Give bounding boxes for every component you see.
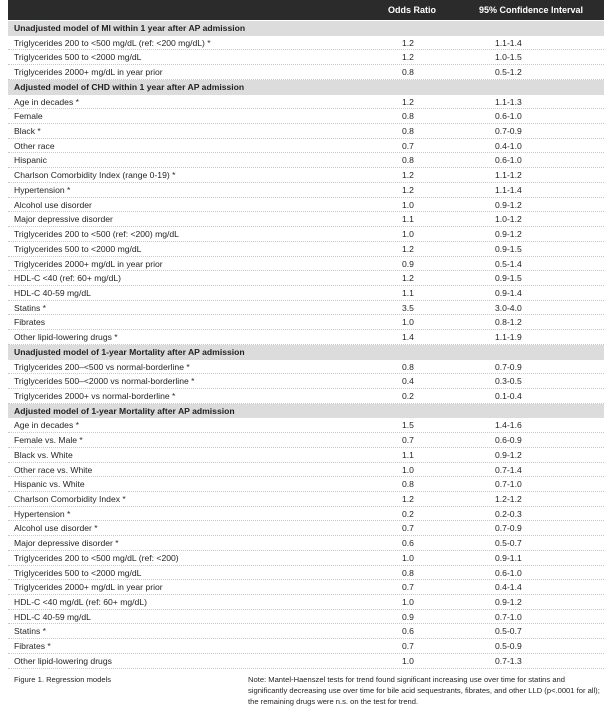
odds-ratio-cell: 0.7 (402, 641, 414, 652)
odds-ratio-cell: 0.7 (402, 582, 414, 593)
odds-ratio-cell: 1.5 (402, 420, 414, 431)
row-label: Triglycerides 200 to <500 mg/dL (ref: <200) (14, 552, 179, 563)
table-row (8, 433, 604, 448)
confidence-interval-cell: 0.9-1.1 (495, 552, 522, 563)
row-label: HDL-C 40-59 mg/dL (14, 287, 91, 298)
table-row (8, 50, 604, 65)
table-row (8, 95, 604, 110)
row-label: Black * (14, 126, 41, 137)
odds-ratio-cell: 1.4 (402, 332, 414, 343)
footnote: Note: Mantel-Haenszel tests for trend found significant increasing use over time for statins and significantly decreasing use over time for bile acid sequestrants, fibrates, and other LLD (p<.0001 for all); the remaining drugs were n.s. on the test for trend. (248, 675, 600, 706)
table-row (8, 315, 604, 330)
confidence-interval-cell: 1.2-1.2 (495, 494, 522, 504)
table-row (8, 360, 604, 375)
section-title: Unadjusted model of 1-year Mortality after AP admission (14, 346, 245, 357)
odds-ratio-cell: 1.1 (402, 449, 414, 460)
confidence-interval-cell: 0.6-1.0 (495, 155, 522, 166)
odds-ratio-cell: 1.2 (402, 273, 414, 284)
table-row (8, 183, 604, 198)
section-header-row (8, 345, 604, 360)
table-row (8, 551, 604, 566)
table-row (8, 65, 604, 80)
row-label: Other lipid-lowering drugs (14, 655, 112, 666)
odds-ratio-cell: 0.2 (402, 390, 414, 401)
row-label: Age in decades * (14, 96, 79, 107)
odds-ratio-cell: 0.8 (402, 155, 414, 166)
confidence-interval-cell: 3.0-4.0 (495, 302, 522, 313)
odds-ratio-cell: 0.8 (402, 67, 414, 78)
row-label: Triglycerides 200–<500 vs normal-borderline * (14, 361, 190, 372)
odds-ratio-cell: 1.2 (402, 52, 414, 63)
row-label: Statins * (14, 626, 47, 637)
odds-ratio-cell: 1.0 (402, 552, 414, 563)
odds-ratio-header: Odds Ratio (388, 5, 437, 15)
odds-ratio-cell: 0.7 (402, 140, 414, 151)
confidence-interval-cell: 0.7-0.9 (495, 523, 522, 534)
odds-ratio-cell: 0.7 (402, 435, 414, 446)
row-label: Other lipid-lowering drugs * (14, 332, 118, 343)
row-label: Hypertension * (14, 184, 71, 195)
section-title: Unadjusted model of MI within 1 year after AP admission (14, 23, 246, 33)
row-label: Triglycerides 500 to <2000 mg/dL (14, 243, 142, 254)
row-label: Triglycerides 500 to <2000 mg/dL (14, 52, 142, 63)
confidence-interval-cell: 0.9-1.2 (495, 229, 522, 240)
confidence-interval-cell: 0.7-1.0 (495, 479, 522, 490)
confidence-interval-cell: 0.5-1.2 (495, 67, 522, 78)
odds-ratio-cell: 0.6 (402, 626, 414, 637)
odds-ratio-cell: 1.1 (402, 214, 414, 225)
section-title: Adjusted model of CHD within 1 year after AP admission (14, 81, 245, 92)
odds-ratio-cell: 0.2 (402, 508, 414, 519)
table-row (8, 242, 604, 257)
odds-ratio-cell: 1.0 (402, 199, 414, 210)
table-row (8, 566, 604, 581)
odds-ratio-cell: 0.8 (402, 111, 414, 122)
row-label: Fibrates * (14, 641, 51, 652)
odds-ratio-cell: 1.0 (402, 317, 414, 328)
confidence-interval-cell: 0.8-1.2 (495, 317, 522, 328)
figure-caption: Figure 1. Regression models (14, 675, 112, 684)
confidence-interval-cell: 0.7-1.3 (495, 655, 522, 666)
odds-ratio-cell: 0.6 (402, 538, 414, 549)
table-row (8, 257, 604, 272)
row-label: Hispanic (14, 155, 47, 166)
confidence-interval-cell: 0.9-1.2 (495, 199, 522, 210)
confidence-interval-cell: 0.6-1.0 (495, 567, 522, 578)
table-row (8, 463, 604, 478)
table-row (8, 536, 604, 551)
confidence-interval-cell: 0.2-0.3 (495, 508, 522, 519)
table-row (8, 507, 604, 522)
table-row (8, 271, 604, 286)
row-label: Major depressive disorder (14, 214, 113, 225)
confidence-interval-cell: 0.9-1.5 (495, 243, 522, 254)
confidence-interval-cell: 1.1-1.9 (495, 332, 522, 343)
row-label: Alcohol use disorder * (14, 523, 98, 534)
odds-ratio-cell: 0.4 (402, 376, 414, 387)
row-label: Triglycerides 500 to <2000 mg/dL (14, 567, 142, 578)
section-title: Adjusted model of 1-year Mortality after AP admission (14, 405, 235, 416)
table-row (8, 109, 604, 124)
row-label: Statins * (14, 302, 47, 313)
row-label: Hypertension * (14, 508, 71, 519)
row-label: Fibrates (14, 317, 46, 328)
confidence-interval-cell: 1.1-1.4 (495, 184, 522, 195)
table-row (8, 448, 604, 463)
odds-ratio-cell: 1.2 (402, 170, 414, 181)
confidence-interval-cell: 1.0-1.2 (495, 214, 522, 225)
confidence-interval-cell: 0.5-0.7 (495, 538, 522, 549)
confidence-interval-cell: 0.7-0.9 (495, 361, 522, 372)
row-label: Alcohol use disorder (14, 199, 92, 210)
confidence-interval-cell: 1.1-1.2 (495, 170, 522, 181)
confidence-interval-cell: 0.6-0.9 (495, 435, 522, 446)
section-header-row (8, 404, 604, 419)
confidence-interval-cell: 0.5-0.7 (495, 626, 522, 637)
table-row (8, 286, 604, 301)
odds-ratio-cell: 1.0 (402, 229, 414, 240)
table-row (8, 580, 604, 595)
confidence-interval-cell: 0.9-1.2 (495, 449, 522, 460)
odds-ratio-cell: 1.2 (402, 184, 414, 195)
section-header-row (8, 80, 604, 95)
confidence-interval-cell: 1.4-1.6 (495, 420, 522, 431)
table-row (8, 139, 604, 154)
odds-ratio-cell: 0.8 (402, 126, 414, 137)
table-row (8, 477, 604, 492)
row-label: HDL-C <40 (ref: 60+ mg/dL) (14, 273, 121, 284)
table-row (8, 168, 604, 183)
table-row (8, 418, 604, 433)
row-label: Triglycerides 2000+ mg/dL in year prior (14, 258, 163, 269)
table-row (8, 389, 604, 404)
odds-ratio-cell: 3.5 (402, 302, 414, 313)
odds-ratio-cell: 1.0 (402, 655, 414, 666)
table-row (8, 492, 604, 507)
odds-ratio-cell: 0.9 (402, 258, 414, 269)
row-label: Charlson Comorbidity Index (range 0-19) * (14, 170, 176, 181)
row-label: HDL-C <40 mg/dL (ref: 60+ mg/dL) (14, 597, 147, 608)
confidence-interval-cell: 0.3-0.5 (495, 376, 522, 387)
odds-ratio-cell: 1.0 (402, 464, 414, 475)
confidence-interval-header: 95% Confidence Interval (479, 5, 584, 15)
section-header-row (8, 21, 604, 36)
odds-ratio-cell: 1.2 (402, 96, 414, 107)
table-row (8, 227, 604, 242)
odds-ratio-cell: 0.7 (402, 523, 414, 534)
confidence-interval-cell: 0.7-0.9 (495, 126, 522, 137)
odds-ratio-cell: 1.2 (402, 494, 414, 504)
row-label: Female (14, 111, 43, 122)
row-label: Triglycerides 2000+ mg/dL in year prior (14, 582, 163, 593)
table-row (8, 198, 604, 213)
table-row (8, 330, 604, 345)
table-header (8, 0, 604, 20)
confidence-interval-cell: 0.7-1.0 (495, 611, 522, 622)
confidence-interval-cell: 1.1-1.4 (495, 37, 522, 48)
table-row (8, 521, 604, 536)
row-label: Female vs. Male * (14, 435, 83, 446)
row-label: HDL-C 40-59 mg/dL (14, 611, 91, 622)
confidence-interval-cell: 0.6-1.0 (495, 111, 522, 122)
row-label: Triglycerides 500–<2000 vs normal-borderline * (14, 376, 195, 387)
confidence-interval-cell: 1.0-1.5 (495, 52, 522, 63)
confidence-interval-cell: 1.1-1.3 (495, 96, 522, 107)
row-label: Triglycerides 2000+ vs normal-borderline * (14, 390, 176, 401)
table-row (8, 124, 604, 139)
table-row (8, 212, 604, 227)
row-label: Major depressive disorder * (14, 538, 119, 549)
row-label: Charlson Comorbidity Index * (14, 494, 126, 504)
confidence-interval-cell: 0.9-1.5 (495, 273, 522, 284)
odds-ratio-cell: 1.2 (402, 37, 414, 48)
odds-ratio-cell: 1.2 (402, 243, 414, 254)
row-label: Hispanic vs. White (14, 479, 85, 490)
confidence-interval-cell: 0.9-1.4 (495, 287, 522, 298)
confidence-interval-cell: 0.4-1.0 (495, 140, 522, 151)
confidence-interval-cell: 0.5-1.4 (495, 258, 522, 269)
row-label: Triglycerides 200 to <500 (ref: <200) mg/dL (14, 229, 179, 240)
confidence-interval-cell: 0.7-1.4 (495, 464, 522, 475)
row-label: Triglycerides 200 to <500 mg/dL (ref: <200 mg/dL) * (14, 37, 211, 48)
table-row (8, 624, 604, 639)
confidence-interval-cell: 0.5-0.9 (495, 641, 522, 652)
confidence-interval-cell: 0.1-0.4 (495, 390, 522, 401)
table-row (8, 36, 604, 51)
odds-ratio-cell: 0.8 (402, 361, 414, 372)
table-row (8, 153, 604, 168)
odds-ratio-cell: 0.8 (402, 479, 414, 490)
table-row (8, 595, 604, 610)
odds-ratio-cell: 0.8 (402, 567, 414, 578)
table-row (8, 654, 604, 669)
odds-ratio-cell: 1.0 (402, 597, 414, 608)
odds-ratio-cell: 0.9 (402, 611, 414, 622)
row-label: Black vs. White (14, 449, 73, 460)
odds-ratio-cell: 1.1 (402, 287, 414, 298)
table-row (8, 610, 604, 625)
row-label: Age in decades * (14, 420, 79, 431)
row-label: Other race (14, 140, 55, 151)
table-row (8, 639, 604, 654)
table-body (8, 21, 604, 669)
confidence-interval-cell: 0.4-1.4 (495, 582, 522, 593)
row-label: Other race vs. White (14, 464, 93, 475)
table-row (8, 301, 604, 316)
confidence-interval-cell: 0.9-1.2 (495, 597, 522, 608)
table-row (8, 374, 604, 389)
row-label: Triglycerides 2000+ mg/dL in year prior (14, 67, 163, 78)
